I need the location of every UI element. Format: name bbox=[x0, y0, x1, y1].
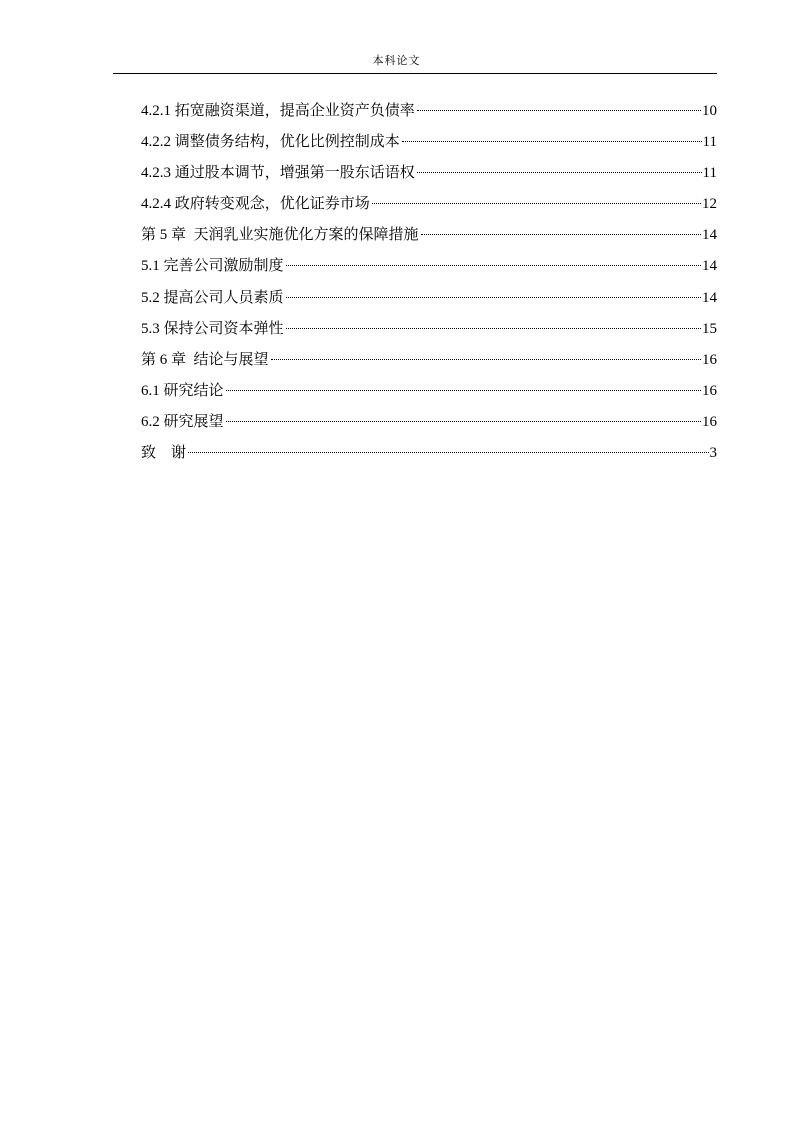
toc-entry-title: 4.2.3 通过股本调节，增强第一股东话语权 bbox=[141, 165, 415, 182]
toc-entry[interactable] bbox=[141, 163, 717, 194]
toc-entry[interactable] bbox=[141, 101, 717, 132]
toc-dot-leader bbox=[286, 328, 701, 329]
toc-entry-title: 致 谢 bbox=[141, 445, 187, 462]
toc-dot-leader bbox=[271, 359, 701, 360]
toc-entry[interactable] bbox=[141, 132, 717, 163]
page-header: 本科论文 bbox=[372, 55, 421, 67]
toc-dot-leader bbox=[286, 265, 701, 266]
toc-dot-leader bbox=[188, 452, 708, 453]
toc-entry-page: 14 bbox=[702, 227, 717, 244]
toc-entry-page: 14 bbox=[702, 258, 717, 275]
toc-entry[interactable] bbox=[141, 194, 717, 225]
toc-entry-page: 16 bbox=[702, 413, 717, 430]
toc-dot-leader bbox=[226, 390, 701, 391]
toc-entry[interactable] bbox=[141, 381, 717, 412]
toc-entry-title: 5.3 保持公司资本弹性 bbox=[141, 320, 284, 337]
toc-entry[interactable] bbox=[141, 412, 717, 443]
toc-entry[interactable] bbox=[141, 443, 717, 474]
toc-entry-title: 4.2.4 政府转变观念，优化证券市场 bbox=[141, 196, 370, 213]
toc-dot-leader bbox=[402, 141, 702, 142]
toc-entry-title: 4.2.1 拓宽融资渠道，提高企业资产负债率 bbox=[141, 103, 415, 119]
toc-dot-leader bbox=[372, 203, 701, 204]
toc-entry[interactable] bbox=[141, 288, 717, 319]
toc-entry-page: 16 bbox=[702, 351, 717, 368]
toc-entry-page: 14 bbox=[702, 289, 717, 306]
header-divider bbox=[113, 73, 717, 74]
table-of-contents bbox=[141, 101, 717, 474]
toc-entry-title: 第 5 章 天润乳业实施优化方案的保障措施 bbox=[141, 227, 419, 244]
toc-entry-page: 3 bbox=[709, 445, 717, 462]
toc-dot-leader bbox=[417, 110, 701, 111]
toc-dot-leader bbox=[286, 297, 701, 298]
toc-entry-title: 6.2 研究展望 bbox=[141, 413, 224, 430]
toc-dot-leader bbox=[421, 234, 701, 235]
toc-entry-title: 5.2 提高公司人员素质 bbox=[141, 289, 284, 306]
toc-entry[interactable] bbox=[141, 225, 717, 256]
toc-entry-page: 11 bbox=[702, 134, 717, 151]
toc-entry-title: 第 6 章 结论与展望 bbox=[141, 351, 269, 368]
toc-entry-page: 11 bbox=[702, 165, 717, 182]
toc-entry-page: 10 bbox=[702, 103, 717, 119]
toc-entry-page: 12 bbox=[702, 196, 717, 213]
toc-entry-title: 4.2.2 调整债务结构，优化比例控制成本 bbox=[141, 134, 400, 151]
toc-entry-title: 5.1 完善公司激励制度 bbox=[141, 258, 284, 275]
toc-dot-leader bbox=[417, 172, 702, 173]
toc-entry[interactable] bbox=[141, 319, 717, 350]
toc-entry-title: 6.1 研究结论 bbox=[141, 382, 224, 399]
toc-dot-leader bbox=[226, 421, 701, 422]
toc-entry[interactable] bbox=[141, 350, 717, 381]
toc-entry-page: 15 bbox=[702, 320, 717, 337]
toc-entry-page: 16 bbox=[702, 382, 717, 399]
toc-entry[interactable] bbox=[141, 256, 717, 287]
